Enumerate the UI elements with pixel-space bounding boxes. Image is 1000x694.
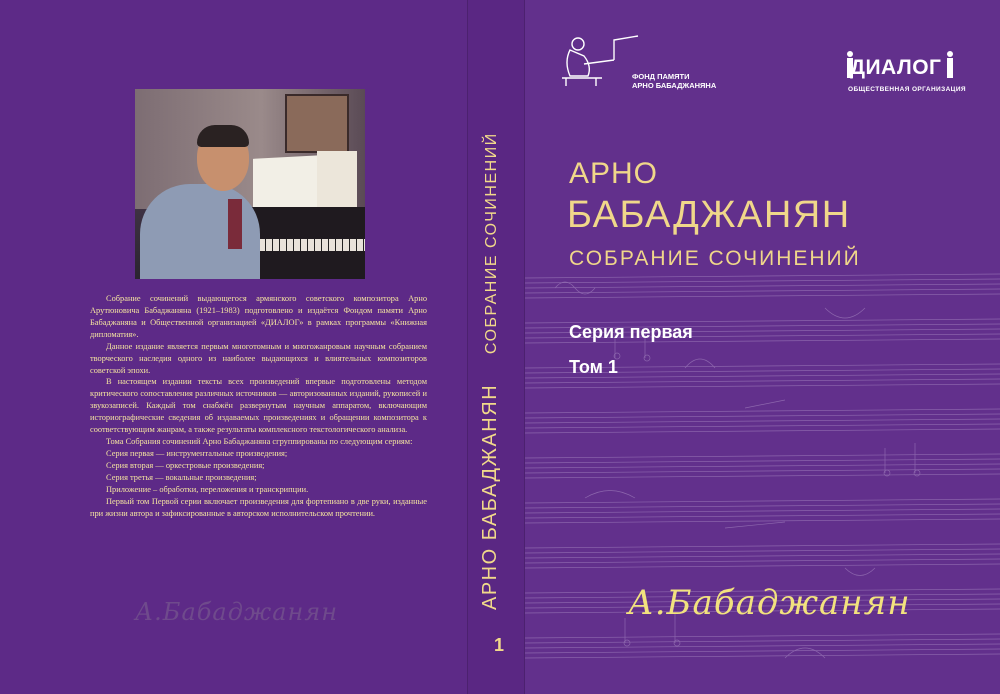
back-description bbox=[90, 293, 427, 520]
front-signature: А.Бабаджанян bbox=[628, 583, 911, 623]
back-paragraph: Первый том Первой серии включает произведения для фортепиано в две руки, изданные при жизни автора и зафиксированные в авторском исполнительском прочтении. bbox=[90, 496, 427, 518]
back-paragraph: Серия первая — инструментальные произведения; bbox=[106, 448, 288, 458]
dialog-logo-subtitle: ОБЩЕСТВЕННАЯ ОРГАНИЗАЦИЯ bbox=[848, 86, 966, 93]
volume-label: Том 1 bbox=[569, 357, 618, 377]
back-paragraph: Данное издание является первым многотомным и многожанровым научным собранием творческого наследия одного из наиболее выдающихся и влиятельных композиторов советской эпохи. bbox=[90, 341, 427, 375]
spine-volume-number: 1 bbox=[493, 635, 504, 655]
author-last-name: БАБАДЖАНЯН bbox=[567, 194, 851, 236]
book-subtitle: СОБРАНИЕ СОЧИНЕНИЙ bbox=[569, 247, 861, 270]
foundation-line1: ФОНД ПАМЯТИ bbox=[632, 72, 690, 81]
dialog-logo-word: ДИАЛОГ bbox=[850, 56, 942, 79]
author-first-name: АРНО bbox=[569, 157, 659, 190]
back-signature: А.Бабаджанян bbox=[135, 598, 339, 626]
spine-author: АРНО БАБАДЖАНЯН bbox=[479, 383, 501, 610]
back-paragraph: Собрание сочинений выдающегося армянского советского композитора Арно Арутюновича Бабаджаняна (1921–1983) подготовлено и издаётся Фондом памяти Арно Бабаджаняна и Общественной организацией «ДИАЛОГ» в рамках программы «Книжная дипломатия». bbox=[90, 294, 427, 339]
spine-title bbox=[479, 90, 502, 610]
foundation-line2: АРНО БАБАДЖАНЯНА bbox=[632, 81, 717, 91]
series-label: Серия первая bbox=[569, 322, 693, 342]
back-paragraph: Серия третья — вокальные произведения; bbox=[106, 472, 257, 482]
back-paragraph: Тома Собрания сочинений Арно Бабаджаняна сгруппированы по следующим сериям: bbox=[106, 437, 413, 447]
back-paragraph: Серия вторая — оркестровые произведения; bbox=[106, 460, 265, 470]
spine-subtitle: СОБРАНИЕ СОЧИНЕНИЙ bbox=[483, 132, 500, 355]
back-cover bbox=[0, 0, 467, 694]
back-paragraph: Приложение – обработки, переложения и транскрипции. bbox=[106, 484, 309, 494]
back-paragraph: В настоящем издании тексты всех произведений впервые подготовлены методом критического сопоставления различных источников — авторизованных изданий, рукописей и звукозаписей. Каждый том снабжён развернутым научным аппаратом, включающим историографические сведения об издаваемых произведениях и обращении композитора к соответствующим жанрам, а также результаты комплексного текстологического анализа. bbox=[90, 377, 427, 435]
composer-photo bbox=[135, 89, 365, 279]
foundation-logo-text bbox=[632, 72, 716, 91]
